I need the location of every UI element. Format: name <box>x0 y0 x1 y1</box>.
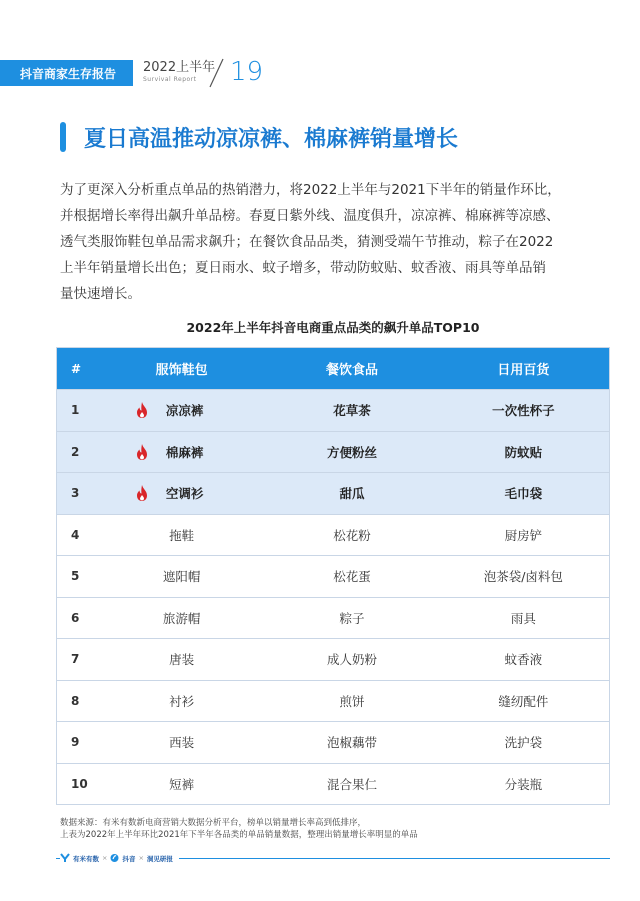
apparel-cell <box>97 609 266 627</box>
rank-cell: 8 <box>71 693 80 708</box>
table-row <box>57 597 609 639</box>
food-cell: 粽子 <box>339 610 365 626</box>
apparel-cell <box>97 484 266 502</box>
douyin-logo-icon <box>110 853 119 863</box>
table-row <box>57 763 609 805</box>
apparel-cell <box>97 401 266 419</box>
apparel-cell <box>97 775 266 793</box>
daily-cell: 毛巾袋 <box>504 486 543 502</box>
table-body <box>57 389 609 804</box>
paragraph-line: 为了更深入分析重点单品的热销潜力，将2022上半年与2021下半年的销量作环比， <box>60 182 561 198</box>
apparel-item: 西装 <box>169 735 195 751</box>
table-row <box>57 431 609 473</box>
food-cell: 甜瓜 <box>339 486 365 502</box>
daily-cell: 泡茶袋/卤料包 <box>483 569 563 585</box>
youmi-logo <box>60 853 70 863</box>
apparel-item: 短裤 <box>169 776 195 792</box>
logo-text-youmi: 有米有数 <box>73 854 99 863</box>
logo-text-dongjian: 洞见研报 <box>146 854 173 863</box>
fire-icon <box>135 443 149 461</box>
apparel-cell <box>97 733 266 751</box>
intro-paragraph <box>60 177 590 307</box>
daily-cell: 蚊香液 <box>504 652 543 668</box>
paragraph-line: 量快速增长。 <box>60 286 141 302</box>
report-subtitle: Survival Report <box>143 76 197 83</box>
food-cell: 混合果仁 <box>326 776 377 792</box>
header-food: 餐饮食品 <box>325 363 378 378</box>
youmi-logo-icon <box>60 853 70 863</box>
daily-cell: 洗护袋 <box>504 735 543 751</box>
food-cell: 煎饼 <box>339 693 365 709</box>
page-number: 19 <box>230 57 264 87</box>
daily-cell: 防蚊贴 <box>504 444 543 460</box>
section-heading <box>60 121 458 153</box>
daily-cell: 厨房铲 <box>504 527 543 543</box>
apparel-cell <box>97 650 266 668</box>
paragraph-line: 透气类服饰鞋包单品需求飙升；在餐饮食品品类，猜测受端午节推动，粽子在2022 <box>60 234 554 250</box>
food-cell: 泡椒藕带 <box>326 735 377 751</box>
apparel-item: 唐装 <box>169 652 195 668</box>
table-row <box>57 514 609 556</box>
daily-cell: 一次性杯子 <box>492 403 555 419</box>
apparel-cell <box>97 692 266 710</box>
food-cell: 成人奶粉 <box>326 652 377 668</box>
note-line: 上表为2022年上半年环比2021年下半年各品类的单品销量数据，整理出销量增长率明显的单品 <box>60 830 418 840</box>
logo-separator: × <box>138 854 144 862</box>
fire-icon <box>135 484 149 502</box>
apparel-cell <box>97 567 266 585</box>
apparel-item: 空调衫 <box>165 486 204 502</box>
apparel-cell <box>97 443 266 461</box>
rank-cell: 10 <box>71 776 88 791</box>
report-badge: 抖音商家生存报告 <box>0 60 133 86</box>
header-rank: # <box>71 361 82 376</box>
footer-logos <box>60 850 179 866</box>
data-source-note <box>60 817 418 841</box>
report-year: 2022上半年 <box>143 60 216 75</box>
rank-cell: 9 <box>71 735 80 750</box>
paragraph-line: 上半年销量增长出色；夏日雨水、蚊子增多，带动防蚊贴、蚊香液、雨具等单品销 <box>60 260 546 276</box>
rank-cell: 2 <box>71 444 80 459</box>
apparel-cell <box>97 526 266 544</box>
douyin-logo <box>110 853 119 863</box>
rank-cell: 1 <box>71 403 80 418</box>
apparel-item: 衬衫 <box>169 693 195 709</box>
apparel-item: 棉麻裤 <box>165 444 204 460</box>
fire-icon <box>135 401 149 419</box>
table-row <box>57 638 609 680</box>
food-cell: 松花蛋 <box>333 569 371 585</box>
daily-cell: 缝纫配件 <box>498 693 549 709</box>
table-row <box>57 721 609 763</box>
header-apparel: 服饰鞋包 <box>155 363 208 378</box>
slash-divider <box>206 57 226 89</box>
apparel-item: 遮阳帽 <box>162 569 201 585</box>
table-row <box>57 472 609 514</box>
rank-cell: 4 <box>71 527 80 542</box>
logo-separator: × <box>102 854 108 862</box>
apparel-item: 拖鞋 <box>169 527 195 543</box>
food-cell: 松花粉 <box>333 527 371 543</box>
daily-cell: 分装瓶 <box>504 776 543 792</box>
apparel-item: 旅游帽 <box>162 610 201 626</box>
food-cell: 花草茶 <box>333 403 371 419</box>
logo-text-douyin: 抖音 <box>122 854 136 863</box>
top10-table <box>56 347 610 805</box>
table-row <box>57 555 609 597</box>
table-header <box>57 348 609 389</box>
note-line: 数据来源：有米有数新电商营销大数据分析平台，榜单以销量增长率高到低排序， <box>60 818 367 828</box>
food-cell: 方便粉丝 <box>326 444 377 460</box>
apparel-item: 凉凉裤 <box>165 403 204 419</box>
table-title: 2022年上半年抖音电商重点品类的飙升单品TOP10 <box>186 320 480 335</box>
title-accent-bar <box>60 122 66 152</box>
daily-cell: 雨具 <box>510 610 536 626</box>
table-row <box>57 680 609 722</box>
header-daily: 日用百货 <box>497 363 550 378</box>
section-title: 夏日高温推动凉凉裤、棉麻裤销量增长 <box>84 126 459 152</box>
table-row <box>57 389 609 431</box>
rank-cell: 6 <box>71 610 80 625</box>
paragraph-line: 并根据增长率得出飙升单品榜。春夏日紫外线、温度俱升，凉凉裤、棉麻裤等凉感、 <box>60 208 560 224</box>
rank-cell: 3 <box>71 486 80 501</box>
rank-cell: 7 <box>71 652 80 667</box>
rank-cell: 5 <box>71 569 80 584</box>
